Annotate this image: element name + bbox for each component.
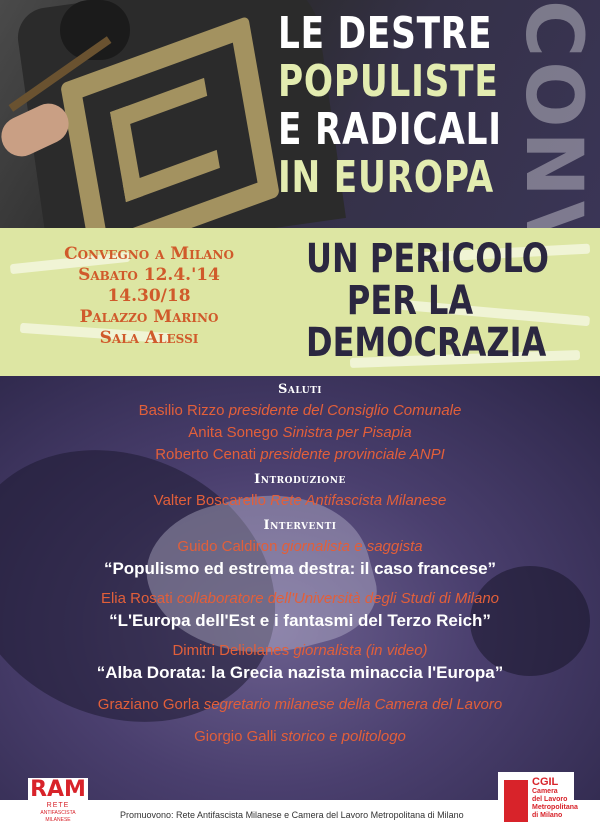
section-interventi: Interventi — [263, 518, 337, 533]
speaker-row — [0, 422, 600, 444]
speaker-name: Dimitri Deliolanes — [172, 642, 290, 659]
speaker-name: Anita Sonego — [188, 424, 279, 441]
cgil-line-4: di Milano — [532, 812, 563, 819]
program — [0, 380, 600, 748]
speaker-role: Rete Antifascista Milanese — [270, 492, 447, 509]
talk-title: “Populismo ed estrema destra: il caso francese” — [103, 559, 497, 578]
speaker-name: Graziano Gorla — [97, 696, 200, 713]
speaker-role: storico e politologo — [280, 728, 406, 745]
speaker-name: Basilio Rizzo — [138, 402, 225, 419]
talk-title: “Alba Dorata: la Grecia nazista minaccia l'Europa” — [96, 663, 504, 682]
speaker-row — [0, 588, 600, 610]
speaker-role: collaboratore dell'Università degli Studi di Milano — [176, 590, 500, 607]
title-line-4: IN EUROPA — [278, 152, 494, 203]
event-info — [34, 244, 264, 349]
speaker-role: presidente del Consiglio Comunale — [228, 402, 462, 419]
speaker-name: Guido Caldiron — [177, 538, 278, 555]
slogan-line-1: UN PERICOLO — [306, 236, 549, 282]
talk-title: “L'Europa dell'Est e i fantasmi del Terzo Reich” — [109, 611, 491, 630]
cgil-line-2: del Lavoro — [532, 796, 568, 803]
event-line-1: Convegno a Milano — [64, 244, 234, 264]
speaker-name: Giorgio Galli — [194, 728, 277, 745]
section-saluti: Saluti — [278, 382, 322, 397]
ram-logo-line-1: RETE — [46, 802, 70, 809]
speaker-role: Sinistra per Pisapia — [282, 424, 412, 441]
speaker-role: segretario milanese della Camera del Lavoro — [203, 696, 503, 713]
speaker-row — [0, 694, 600, 716]
speaker-row — [0, 640, 600, 662]
event-line-5: Sala Alessi — [99, 328, 199, 348]
speaker-role: giornalista (in video) — [293, 642, 428, 659]
event-line-3: 14.30/18 — [107, 286, 191, 306]
speaker-row — [0, 490, 600, 512]
slogan-line-2: PER LA — [346, 278, 474, 324]
cgil-logo — [498, 772, 578, 830]
cgil-line-1: Camera — [532, 788, 558, 795]
slogan — [280, 236, 549, 366]
speaker-row — [0, 400, 600, 422]
cgil-line-3: Metropolitana — [532, 804, 578, 811]
speaker-row — [0, 536, 600, 558]
title-line-2: POPULISTE — [278, 56, 499, 107]
title-line-3: E RADICALI — [278, 104, 502, 155]
speaker-role: giornalista e saggista — [281, 538, 423, 555]
ram-logo-line-2: ANTIFASCISTA MILANESE — [40, 810, 76, 823]
cgil-logo-text: CGIL — [532, 776, 559, 788]
section-introduzione: Introduzione — [254, 472, 346, 487]
event-line-4: Palazzo Marino — [79, 307, 219, 327]
cgil-mark-icon — [504, 780, 528, 822]
slogan-line-3: DEMOCRAZIA — [306, 320, 547, 366]
event-band — [0, 228, 600, 376]
speaker-role: presidente provinciale ANPI — [260, 446, 445, 463]
event-line-2: Sabato 12.4.'14 — [78, 265, 220, 285]
title-line-1: LE DESTRE — [278, 8, 493, 59]
main-title — [278, 10, 578, 202]
speaker-name: Elia Rosati — [100, 590, 173, 607]
speaker-row — [0, 444, 600, 466]
speaker-name: Roberto Cenati — [155, 446, 257, 463]
ram-logo — [28, 778, 88, 830]
ram-logo-text: RAM — [30, 777, 86, 802]
cgil-logo-lines — [532, 788, 578, 820]
speaker-row — [0, 726, 600, 748]
promoters-text: Promuovono: Rete Antifascista Milanese e Camera del Lavoro Metropolitana di Milano — [120, 810, 464, 820]
speaker-name: Valter Boscarello — [153, 492, 266, 509]
